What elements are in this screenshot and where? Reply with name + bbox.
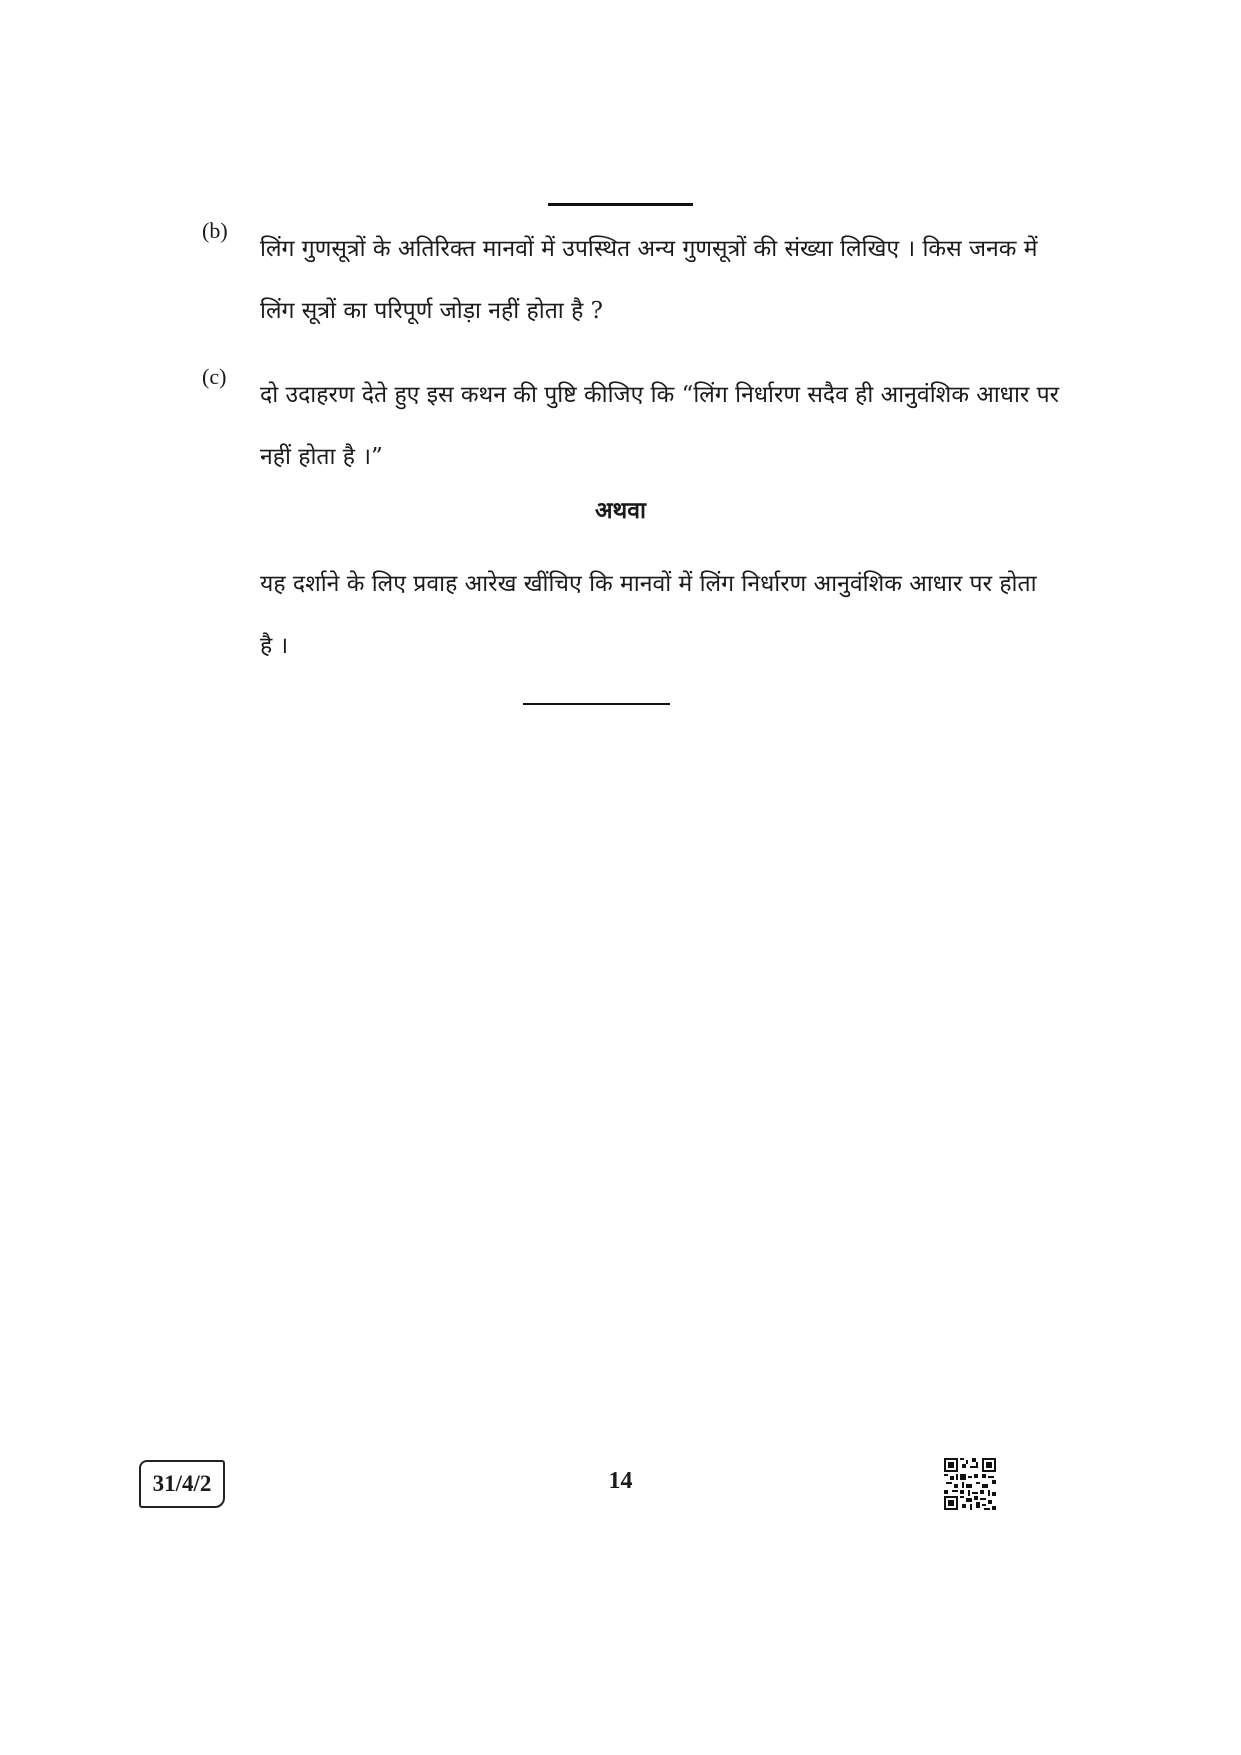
part-label: (b) <box>202 218 228 243</box>
question-text <box>260 218 1060 342</box>
question-line: लिंग गुणसूत्रों के अतिरिक्त मानवों में उपस्थित अन्य गुणसूत्रों की संख्या लिखिए । किस जनक में <box>260 236 1038 262</box>
question-text <box>260 364 1060 488</box>
page-number: 14 <box>608 1468 633 1494</box>
part-label: (c) <box>202 364 227 389</box>
question-line: लिंग सूत्रों का परिपूर्ण जोड़ा नहीं होता है ? <box>260 298 603 324</box>
question-line: यह दर्शाने के लिए प्रवाह आरेख खींचिए कि मानवों में लिंग निर्धारण आनुवंशिक आधार पर होता <box>260 571 1037 597</box>
question-line: दो उदाहरण देते हुए इस कथन की पुष्टि कीजिए कि “लिंग निर्धारण सदैव ही आनुवंशिक आधार पर <box>260 382 1060 408</box>
end-divider <box>523 703 670 705</box>
question-line: है । <box>260 633 289 659</box>
qr-code-icon <box>944 1458 996 1510</box>
or-heading: अथवा <box>594 497 646 524</box>
paper-code-text: 31/4/2 <box>152 1471 212 1496</box>
or-question-text <box>260 553 1060 677</box>
top-divider <box>548 203 693 206</box>
question-line: नहीं होता है ।” <box>260 444 383 470</box>
